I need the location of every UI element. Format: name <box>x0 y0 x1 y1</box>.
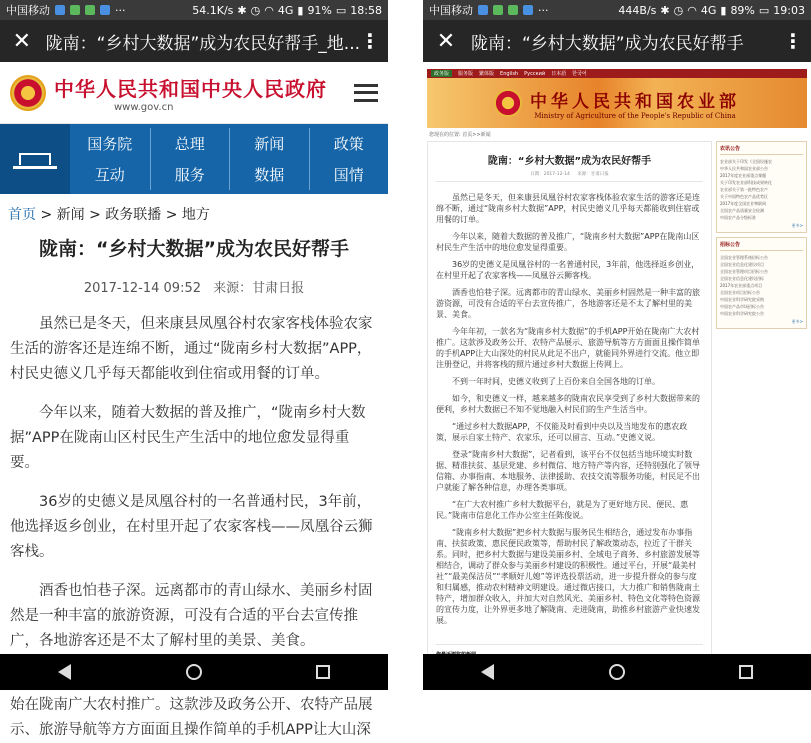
alarm-icon: ◷ <box>250 3 261 17</box>
nav-item[interactable]: 国情 <box>309 159 389 190</box>
tender-item[interactable]: 中国农产品市场招标公告 <box>720 304 764 309</box>
article-date: 日期：2017-12-14 <box>530 172 570 177</box>
breadcrumb-item[interactable]: 地方 <box>181 207 210 223</box>
home-icon[interactable] <box>607 662 627 682</box>
app-notification-icon <box>523 5 533 15</box>
notice-box-title: 农讯公告 <box>720 145 803 155</box>
tender-item[interactable]: 全国农业管理项目招标公告 <box>720 269 768 274</box>
page-content <box>423 141 811 663</box>
battery-level: 89% <box>730 3 755 17</box>
article-paragraph: 今年年初，一款名为“陇南乡村大数据”的手机APP开始在陇南广大农村推广。这款涉及政务公开、农特产品展示、旅游导航等方方面面且操作简单的手机APP让大山深处的村民从此足不出户，就能同外界进行交流。他立即注册登记，并将客栈的照片通过乡村大数据上传网上。 <box>436 327 700 369</box>
app-notification-icon <box>478 5 488 15</box>
app-notification-icon <box>100 5 110 15</box>
network-speed: 444B/s <box>618 3 657 17</box>
system-nav-bar <box>0 654 388 690</box>
hamburger-menu-icon[interactable] <box>354 84 378 102</box>
main-nav <box>0 124 388 194</box>
battery-icon: ▭ <box>335 3 347 17</box>
signal-label: 4G <box>700 3 717 17</box>
wifi-icon: ◠ <box>687 3 697 17</box>
signal-label: 4G <box>277 3 294 17</box>
nav-item[interactable]: 互动 <box>94 166 125 184</box>
notice-item[interactable]: 中国农产品分级标准 <box>720 215 756 220</box>
back-icon[interactable] <box>478 662 498 682</box>
article-paragraph: 酒香也怕巷子深。远离都市的青山绿水、美丽乡村固然是一种丰富的旅游资源，可没有合适的平台去宣传推广，各地游客还是不太了解村里的美景、美食。 <box>10 583 373 649</box>
nav-item[interactable]: 新闻 <box>229 128 309 159</box>
bluetooth-icon: ✱ <box>660 3 670 17</box>
article-paragraph: “通过乡村大数据APP，不仅能及时看到中央以及当地发布的惠农政策，展示自家土特产、农家乐，还可以留言、互动。”史德义说。 <box>436 422 688 442</box>
screen-divider <box>388 0 423 690</box>
article-paragraph: 酒香也怕巷子深。远离都市的青山绿水、美丽乡村固然是一种丰富的旅游资源，可没有合适的平台去宣传推广，各地游客还是不太了解村里的美景、美食。 <box>436 288 700 319</box>
tender-box-title: 招标公告 <box>720 241 803 251</box>
site-name[interactable]: 中华人民共和国中央人民政府 <box>54 76 327 101</box>
breadcrumb-item[interactable]: 政务联播 <box>105 207 162 223</box>
article-paragraph: 始在陇南广大农村推广。这款涉及政务公开、农特产品展示、旅游导航等方方面面且操作简单的手机APP让大山深 <box>10 697 373 738</box>
article-paragraph: 如今，和史德义一样，越来越多的陇南农民享受到了乡村大数据带来的便利，乡村大数据已不知不觉地融入村民们的生产生活当中。 <box>436 394 700 414</box>
browser-app-bar <box>423 20 811 62</box>
status-bar <box>423 0 811 20</box>
top-link[interactable]: Русский <box>524 70 546 77</box>
nav-item[interactable]: 国务院 <box>87 135 133 153</box>
network-speed: 54.1K/s <box>192 3 234 17</box>
app-notification-icon <box>508 5 518 15</box>
site-name-en: Ministry of Agriculture of the People's Republic of China <box>534 111 736 120</box>
national-emblem-icon <box>494 89 522 117</box>
nav-item[interactable]: 数据 <box>229 159 309 190</box>
article-source: 来源：甘肃日报 <box>577 172 609 177</box>
tender-item[interactable]: 全国农业项目招标公告 <box>720 290 760 295</box>
recents-icon[interactable] <box>736 662 756 682</box>
site-url: www.gov.cn <box>114 101 174 113</box>
notice-item[interactable]: 关于中国特色农产品优势区 <box>720 194 768 199</box>
notice-item[interactable]: 全国农产品质量安全检测 <box>720 208 764 213</box>
top-link[interactable]: 繁体版 <box>479 71 495 77</box>
tender-item[interactable]: 中国农业科学研究院公告 <box>720 311 764 316</box>
status-bar <box>0 0 388 20</box>
notice-item[interactable]: 2017年度全国农业物联网 <box>720 201 767 206</box>
battery-level: 91% <box>307 3 332 17</box>
left-phone-screen <box>0 0 388 738</box>
nav-item[interactable]: 总理 <box>150 128 230 159</box>
more-link[interactable]: 更多> <box>791 223 803 228</box>
right-phone-screen <box>423 0 811 690</box>
clock: 19:03 <box>773 3 805 17</box>
article-paragraph: 36岁的史德义是凤凰谷村的一名普通村民，3年前，他选择返乡创业，在村里开起了农家客栈——凤凰谷云狮客栈。 <box>10 494 373 560</box>
article-meta <box>0 277 388 312</box>
site-banner <box>427 78 807 128</box>
article-container <box>427 141 712 663</box>
top-link[interactable]: 日本語 <box>551 71 567 77</box>
notice-item[interactable]: 中华人民共和国农业部公告 <box>720 166 768 171</box>
article-paragraph: 登录“陇南乡村大数据”，记者看到，该平台不仅包括当地环境实时数据、精准扶贫、基层党建、乡村微信、地方特产等内容，还特别强化了领导信箱、办事指南、本地服务、法律援助、农技交流等服务功能，村民足不出户就能了解各种信息，办理各类事项。 <box>436 450 700 492</box>
sidebar <box>716 141 807 663</box>
site-header <box>0 62 388 124</box>
signal-icon: ▮ <box>297 3 304 17</box>
tender-item[interactable]: 全国农业管理系统招标公告 <box>720 255 768 260</box>
tender-item[interactable]: 2017年农业部重点项目 <box>720 283 763 288</box>
battery-icon: ▭ <box>758 3 770 17</box>
more-notifications-icon: ··· <box>115 3 126 17</box>
wifi-icon: ◠ <box>264 3 274 17</box>
article-source: 来源：甘肃日报 <box>213 281 305 296</box>
close-icon[interactable]: ✕ <box>436 28 456 54</box>
article-meta <box>436 171 703 182</box>
article-title: 陇南：“乡村大数据”成为农民好帮手 <box>487 156 652 167</box>
app-notification-icon <box>85 5 95 15</box>
more-menu-icon[interactable]: ⋮ <box>783 29 803 53</box>
app-notification-icon <box>55 5 65 15</box>
top-link[interactable]: English <box>500 70 519 77</box>
more-notifications-icon: ··· <box>538 3 549 17</box>
tender-box <box>716 237 807 329</box>
carrier-label: 中国移动 <box>6 4 50 17</box>
close-icon[interactable]: ✕ <box>12 28 32 54</box>
notice-item[interactable]: 2017年度农业部重点课题 <box>720 173 767 178</box>
notice-item[interactable]: 农业部关于印发《全国设施农 <box>720 159 772 164</box>
tender-item[interactable]: 全国农业信息化建设项目 <box>720 262 764 267</box>
article-date: 2017-12-14 09:52 <box>83 281 201 296</box>
site-name[interactable]: 中华人民共和国农业部 <box>530 91 740 112</box>
article-paragraph: 36岁的史德义是凤凰谷村的一名普通村民，3年前，他选择返乡创业，在村里开起了农家客栈——凤凰谷云狮客栈。 <box>436 260 700 280</box>
alarm-icon: ◷ <box>673 3 684 17</box>
top-link[interactable]: 政务版 <box>431 70 452 77</box>
article-paragraph: 今年以来，随着大数据的普及推广，“陇南乡村大数据”APP在陇南山区村民生产生活中的地位愈发显得重要。 <box>10 405 366 471</box>
page-title: 陇南：“乡村大数据”成为农民好帮手 <box>471 33 744 54</box>
hall-logo-icon[interactable] <box>0 124 70 194</box>
top-link[interactable]: 服务版 <box>458 71 474 77</box>
article-paragraph: “在广大农村推广乡村大数据平台，就是为了更好地方民、便民、惠民。”陇南市信息化工作办公室主任陈俊说。 <box>436 500 689 520</box>
home-icon[interactable] <box>184 662 204 682</box>
national-emblem-icon <box>10 75 46 111</box>
app-notification-icon <box>493 5 503 15</box>
tender-item[interactable]: 中国农业科学研究院采购 <box>720 297 764 302</box>
article-paragraph: 虽然已是冬天，但来康县凤凰谷村农家客栈体验农家生活的游客还是连绵不断，通过“陇南乡村大数据”APP，村民史德义几乎每天都能收到住宿或用餐的订单。 <box>10 316 373 382</box>
tender-item[interactable]: 全国农业信息化建设招标 <box>720 276 764 281</box>
article-paragraph: 今年以来，随着大数据的普及推广，“陇南乡村大数据”APP在陇南山区村民生产生活中的地位愈发显得重要。 <box>436 232 700 252</box>
article-paragraph: 不到一年时间，史德义收到了上百份来自全国各地的订单。 <box>452 377 660 386</box>
breadcrumb-home[interactable]: 首页 <box>8 207 36 223</box>
site-top-links <box>427 69 807 78</box>
breadcrumb: 首页 > 新闻 > 政务联播 > 地方 <box>8 207 210 223</box>
notice-item[interactable]: 关于印发农业部科技成果转化 <box>720 180 772 185</box>
article-paragraph: “陇南乡村大数据”把乡村大数据与服务民生相结合，通过发布办事指南、扶贫政策、惠民便民政策等，帮助村民了解政策动态，拉近了干群关系。同时，把乡村大数据与建设美丽乡村、全域电子商务、乡村旅游发展等相结合，调动了群众参与美丽乡村建设的积极性。通过平台，开展“最美村社”“最美保洁员”“孝顺好儿媳”等评选投票活动，进一步提升群众的参与度和归属感，推动农村精神文明建设。通过微店接口，大力推广和销售陇南土特产，增加群众收入，并加大对自然风光、美丽乡村、特色文化等特色资源的宣传力度，让外界更多地了解陇南、走进陇南，助推乡村旅游产业快速发展。 <box>436 528 700 625</box>
more-link[interactable]: 更多> <box>791 319 803 324</box>
more-menu-icon[interactable]: ⋮ <box>360 29 380 53</box>
browser-app-bar <box>0 20 388 62</box>
back-icon[interactable] <box>55 662 75 682</box>
notice-box <box>716 141 807 233</box>
signal-icon: ▮ <box>720 3 727 17</box>
page-title: 陇南：“乡村大数据”成为农民好帮手_地... <box>45 33 360 54</box>
top-link[interactable]: 한국어 <box>572 71 587 77</box>
notice-item[interactable]: 农业部关于第一批特色农产 <box>720 187 768 192</box>
breadcrumb-item[interactable]: 新闻 <box>56 207 85 223</box>
nav-item[interactable]: 服务 <box>150 159 230 190</box>
carrier-label: 中国移动 <box>429 4 473 17</box>
system-nav-bar <box>423 654 811 690</box>
app-notification-icon <box>70 5 80 15</box>
bluetooth-icon: ✱ <box>237 3 247 17</box>
article-title: 陇南：“乡村大数据”成为农民好帮手 <box>39 238 349 260</box>
clock: 18:58 <box>350 3 382 17</box>
nav-item[interactable]: 政策 <box>309 128 389 159</box>
recents-icon[interactable] <box>313 662 333 682</box>
breadcrumb[interactable]: 您现在的位置: 首页>>新闻 <box>429 132 491 138</box>
article-paragraph: 虽然已是冬天，但来康县凤凰谷村农家客栈体验农家生活的游客还是连绵不断，通过“陇南乡村大数据”APP，村民史德义几乎每天都能收到住宿或用餐的订单。 <box>436 193 700 224</box>
